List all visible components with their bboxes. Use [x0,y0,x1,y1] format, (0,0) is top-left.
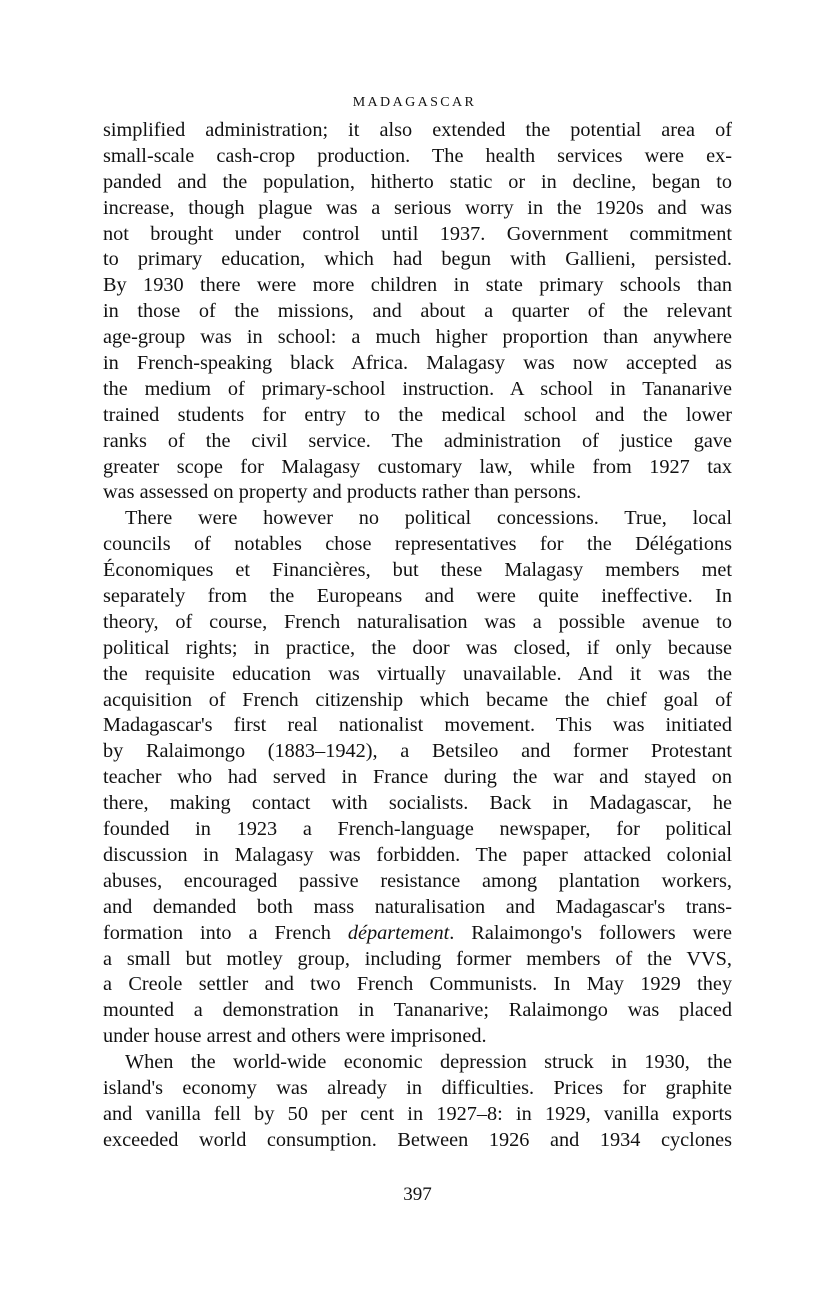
paragraph [103,118,732,506]
text-line: When the world-wide economic depression struck in 1930, the [125,1051,732,1074]
text-line: Économiques et Financières, but these Malagasy members met [103,559,732,582]
text-line: acquisition of French citizenship which became the chief goal of [103,688,732,711]
text-line: there, making contact with socialists. Back in Madagascar, he [103,792,732,815]
text-line: in French-speaking black Africa. Malagasy was now accepted as [103,352,732,375]
text-line: abuses, encouraged passive resistance among plantation workers, [103,869,732,892]
text-line: age-group was in school: a much higher proportion than anywhere [103,326,732,349]
text-line: not brought under control until 1937. Government commitment [103,222,732,245]
paragraph [103,1050,732,1154]
text-line: theory, of course, French naturalisation was a possible avenue to [103,610,732,633]
text-line: a small but motley group, including former members of the VVS, [103,947,732,970]
book-page [103,92,732,1205]
text-line: increase, though plague was a serious worry in the 1920s and was [103,196,732,219]
text-line: teacher who had served in France during the war and stayed on [103,766,732,789]
text-line: trained students for entry to the medical school and the lower [103,403,732,426]
text-line: discussion in Malagasy was forbidden. The paper attacked colonial [103,843,732,866]
text-line: greater scope for Malagasy customary law, while from 1927 tax [103,455,732,478]
text-line: in those of the missions, and about a quarter of the relevant [103,300,732,323]
text-line: By 1930 there were more children in state primary schools than [103,274,732,297]
page-number: 397 [403,1184,432,1205]
text-line: formation into a French département. Ralaimongo's followers were [103,921,732,944]
text-line: political rights; in practice, the door was closed, if only because [103,636,732,659]
text-line: exceeded world consumption. Between 1926 and 1934 cyclones [103,1128,732,1151]
text-line: the medium of primary-school instruction. A school in Tananarive [103,377,732,400]
text-line: mounted a demonstration in Tananarive; Ralaimongo was placed [103,999,732,1022]
italic-term: département [347,921,450,944]
text-line: island's economy was already in difficulties. Prices for graphite [103,1076,732,1099]
text-line: by Ralaimongo (1883–1942), a Betsileo and former Protestant [103,740,732,763]
text-line: a Creole settler and two French Communists. In May 1929 they [103,973,732,996]
text-line: panded and the population, hitherto static or in decline, began to [103,170,732,193]
text-line: ranks of the civil service. The administration of justice gave [103,429,732,452]
body-text [103,118,732,1154]
paragraph [103,506,732,1050]
text-line: There were however no political concessions. True, local [125,507,732,530]
running-head: MADAGASCAR [352,95,477,110]
text-line: small-scale cash-crop production. The health services were ex- [103,144,732,167]
text-line: to primary education, which had begun with Gallieni, persisted. [103,248,732,271]
text-line: simplified administration; it also extended the potential area of [103,119,732,141]
text-line: founded in 1923 a French-language newspaper, for political [103,818,732,841]
text-line: Madagascar's first real nationalist movement. This was initiated [103,714,732,737]
text-line: the requisite education was virtually unavailable. And it was the [103,662,732,685]
text-line: separately from the Europeans and were quite ineffective. In [103,585,732,608]
text-line: and vanilla fell by 50 per cent in 1927–8: in 1929, vanilla exports [103,1102,732,1125]
text-line: was assessed on property and products rather than persons. [103,481,582,504]
text-line: and demanded both mass naturalisation and Madagascar's trans- [103,895,732,918]
text-line: councils of notables chose representatives for the Délégations [103,533,732,556]
text-line: under house arrest and others were imprisoned. [103,1025,487,1048]
